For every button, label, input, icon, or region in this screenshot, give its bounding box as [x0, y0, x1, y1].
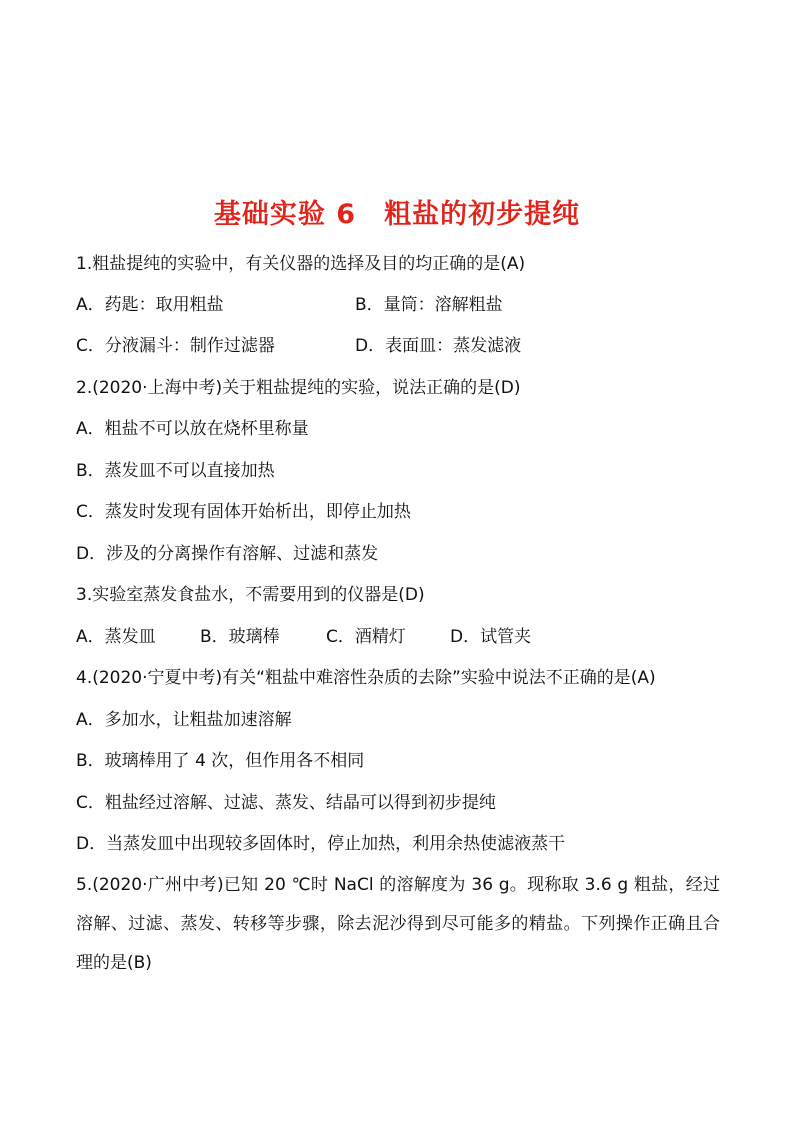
question-4-option-a: A．多加水，让粗盐加速溶解 [76, 710, 292, 730]
question-2-option-d: D．涉及的分离操作有溶解、过滤和蒸发 [76, 544, 379, 564]
question-3-option-a: A．蒸发皿 [76, 627, 156, 647]
question-4-option-d: D．当蒸发皿中出现较多固体时，停止加热，利用余热使滤液蒸干 [76, 834, 566, 854]
question-4-option-c: C．粗盐经过溶解、过滤、蒸发、结晶可以得到初步提纯 [76, 793, 496, 813]
question-4-option-b: B．玻璃棒用了 4 次，但作用各不相同 [76, 751, 365, 771]
question-1-stem: 1.粗盐提纯的实验中，有关仪器的选择及目的均正确的是(A) [76, 254, 526, 274]
question-2-option-c: C．蒸发时发现有固体开始析出，即停止加热 [76, 502, 411, 522]
question-3-option-b: B．玻璃棒 [200, 627, 280, 647]
question-4-stem: 4.(2020·宁夏中考)有关“粗盐中难溶性杂质的去除”实验中说法不正确的是(A) [76, 668, 656, 688]
question-3-option-d: D．试管夹 [450, 627, 532, 647]
question-2-stem: 2.(2020·上海中考)关于粗盐提纯的实验，说法正确的是(D) [76, 378, 521, 398]
page-title: 基础实验 6 粗盐的初步提纯 [213, 199, 581, 230]
question-3-stem: 3.实验室蒸发食盐水，不需要用到的仪器是(D) [76, 585, 425, 605]
question-1-option-a: A．药匙：取用粗盐 [76, 295, 224, 315]
question-1-option-c: C．分液漏斗：制作过滤器 [76, 336, 275, 356]
question-2-option-a: A．粗盐不可以放在烧杯里称量 [76, 419, 309, 439]
question-1-option-d: D．表面皿：蒸发滤液 [355, 336, 522, 356]
question-1-option-b: B．量筒：溶解粗盐 [355, 295, 503, 315]
question-3-option-c: C．酒精灯 [326, 627, 406, 647]
question-2-option-b: B．蒸发皿不可以直接加热 [76, 461, 275, 481]
question-5-stem: 5.(2020·广州中考)已知 20 ℃时 NaCl 的溶解度为 36 g。现称取 3.6 g 粗盐，经过溶解、过滤、蒸发、转移等步骤，除去泥沙得到尽可能多的精盐。下列操作正确且合理的是(B) [76, 875, 720, 973]
